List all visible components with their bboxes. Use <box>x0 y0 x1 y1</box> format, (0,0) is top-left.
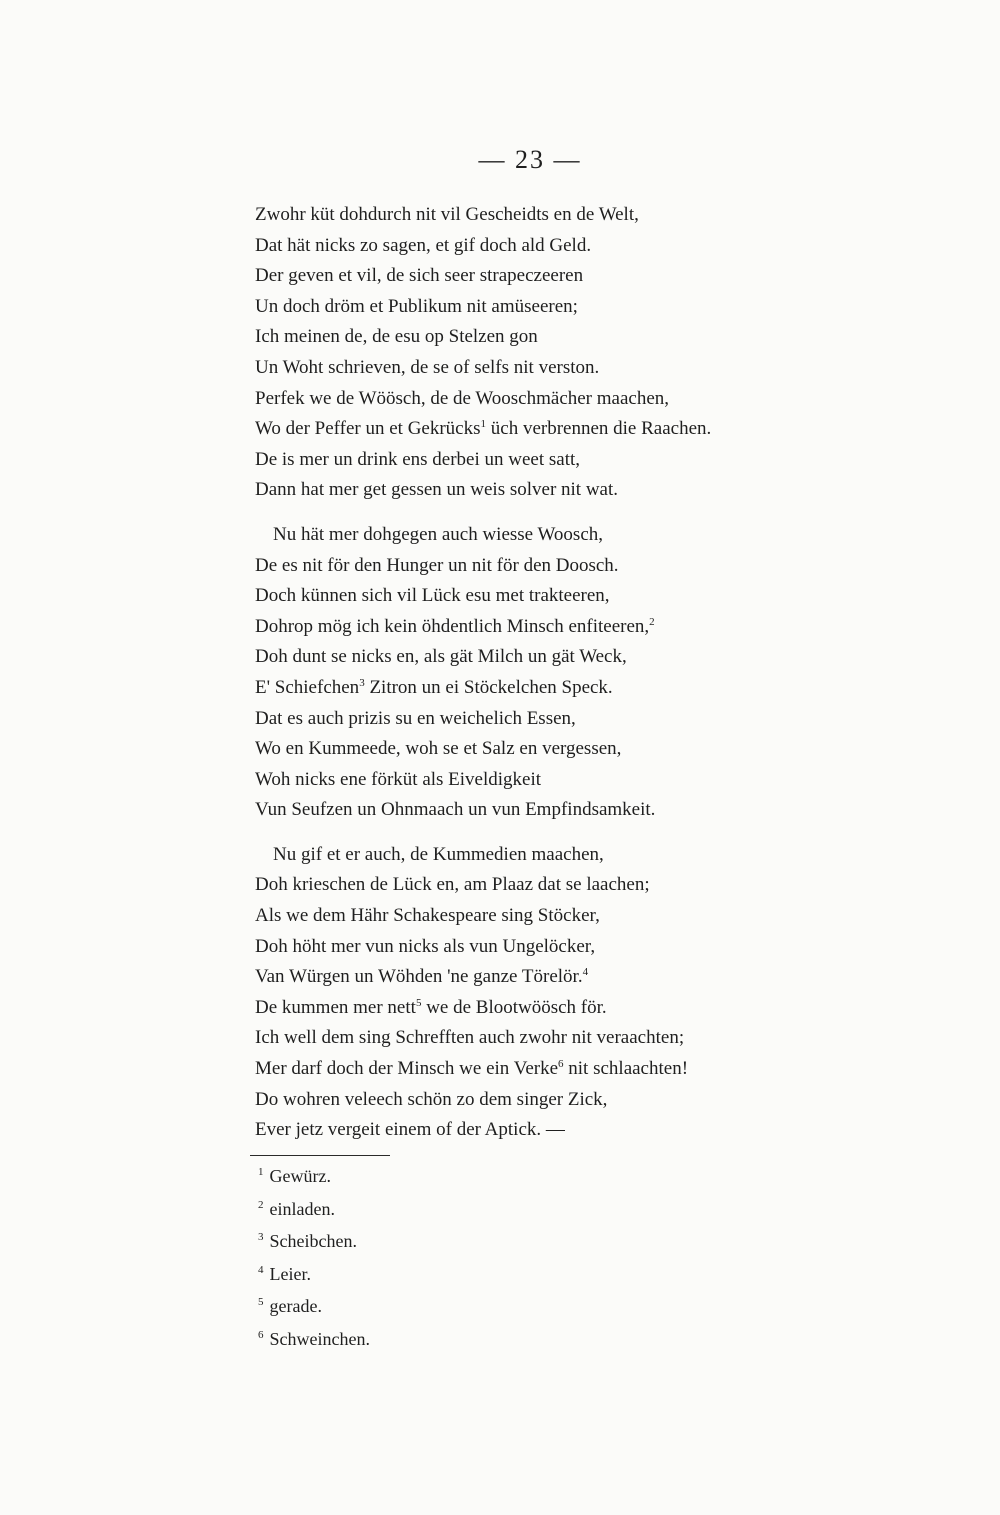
footnote-mark: 3 <box>258 1231 264 1244</box>
poem-line <box>255 612 875 643</box>
line-text: üch verbrennen die Raachen. <box>486 418 712 440</box>
footnote-reference: 6 <box>558 1058 564 1071</box>
line-text: Mer darf doch der Minsch we ein Verke <box>255 1058 559 1080</box>
footnote-mark: 4 <box>258 1263 264 1276</box>
poem-line: Doh krieschen de Lück en, am Plaaz dat se laachen; <box>255 874 650 896</box>
line-text: Van Würgen un Wöhden 'ne ganze Törelör. <box>255 966 583 988</box>
poem-line: Nu hät mer dohgegen auch wiesse Woosch, <box>273 523 604 545</box>
poem-line: Dat es auch prizis su en weichelich Essen, <box>255 707 576 729</box>
poem-line: Der geven et vil, de sich seer strapeczeeren <box>255 265 584 287</box>
footnote-mark: 5 <box>258 1296 264 1309</box>
footnote-reference: 2 <box>649 615 655 628</box>
line-text: Wo der Peffer un et Gekrücks <box>255 418 481 440</box>
poem-line: Do wohren veleech schön zo dem singer Zick, <box>255 1088 608 1110</box>
poem-line: Ich meinen de, de esu op Stelzen gon <box>255 326 538 348</box>
poem-line <box>255 414 875 445</box>
line-text: E' Schiefchen <box>255 676 360 698</box>
line-text: De kummen mer nett <box>255 996 416 1018</box>
footnote-text: Scheibchen. <box>269 1231 357 1252</box>
poem-line: Un Woht schrieven, de se of selfs nit verston. <box>255 356 600 378</box>
poem-line <box>255 1054 875 1085</box>
poem-line: Dann hat mer get gessen un weis solver nit wat. <box>255 479 619 501</box>
footnote <box>258 1290 370 1323</box>
footnote-reference: 4 <box>582 966 589 979</box>
footnote <box>258 1193 370 1226</box>
line-text: nit schlaachten! <box>563 1058 689 1080</box>
footnote-text: Leier. <box>269 1263 311 1284</box>
footnote-reference: 3 <box>359 676 365 689</box>
footnote-mark: 6 <box>258 1328 264 1341</box>
poem-line: Woh nicks ene förküt als Eiveldigkeit <box>255 768 542 790</box>
poem-line: Doh höht mer vun nicks als vun Ungelöcker, <box>255 935 596 957</box>
footnote-mark: 2 <box>258 1198 264 1211</box>
footnote-reference: 1 <box>480 418 487 431</box>
poem-line: De es nit för den Hunger un nit för den Doosch. <box>255 554 619 576</box>
poem-line: Wo en Kummeede, woh se et Salz en vergessen, <box>255 738 622 760</box>
poem-line: De is mer un drink ens derbei un weet satt, <box>255 448 581 470</box>
footnote <box>258 1323 370 1356</box>
footnote <box>258 1160 370 1193</box>
stanza <box>255 840 875 1146</box>
footnotes <box>258 1160 370 1356</box>
footnote-text: Gewürz. <box>269 1166 331 1186</box>
footnote-mark: 1 <box>258 1166 264 1178</box>
poem-line: Ich well dem sing Schrefften auch zwohr nit veraachten; <box>255 1027 685 1049</box>
poem-line: Ever jetz vergeit einem of der Aptick. — <box>255 1119 565 1141</box>
footnote-reference: 5 <box>415 996 422 1009</box>
footnote-text: gerade. <box>269 1296 322 1317</box>
line-text: we de Blootwöösch för. <box>421 996 607 1018</box>
poem-line: Doch künnen sich vil Lück esu met trakteeren, <box>255 585 610 607</box>
page-number: — 23 — <box>478 145 582 174</box>
line-text: Zitron un ei Stöckelchen Speck. <box>364 676 613 698</box>
footnote <box>258 1258 370 1291</box>
stanza <box>255 200 875 506</box>
line-text: Dohrop mög ich kein öhdentlich Minsch enfiteeren, <box>255 615 650 637</box>
poem-line <box>255 993 875 1024</box>
poem-line: Doh dunt se nicks en, als gät Milch un gät Weck, <box>255 646 627 668</box>
footnote <box>258 1225 370 1258</box>
poem-line: Zwohr küt dohdurch nit vil Gescheidts en de Welt, <box>255 204 639 225</box>
poem-body <box>255 200 875 1160</box>
poem-line: Vun Seufzen un Ohnmaach un vun Empfindsamkeit. <box>255 799 656 821</box>
poem-line <box>255 962 875 993</box>
footnote-text: einladen. <box>269 1198 335 1219</box>
poem-line: Dat hät nicks zo sagen, et gif doch ald Geld. <box>255 234 592 256</box>
poem-line: Un doch dröm et Publikum nit amüseeren; <box>255 295 578 317</box>
poem-line <box>255 673 875 704</box>
poem-line: Nu gif et er auch, de Kummedien maachen, <box>273 843 604 865</box>
footnote-divider <box>250 1155 390 1156</box>
stanza <box>255 520 875 826</box>
poem-line: Perfek we de Wöösch, de de Wooschmächer maachen, <box>255 387 670 409</box>
footnote-text: Schweinchen. <box>269 1328 370 1349</box>
poem-line: Als we dem Hähr Schakespeare sing Stöcker, <box>255 905 600 927</box>
